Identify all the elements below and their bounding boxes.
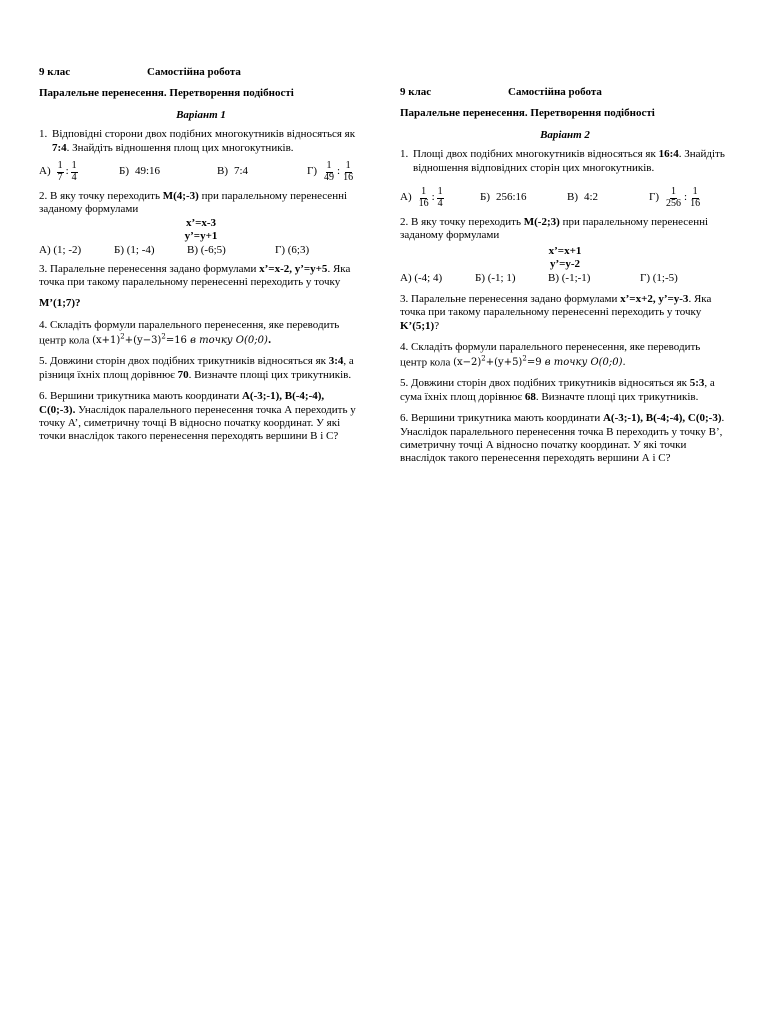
fraction: $\frac{1}{256}$	[666, 186, 682, 209]
task-6: 6. Вершини трикутника мають координати A(-3;-1), B(-4;-4), C(0;-3). Унаслідок паралельного перенесення точка А переходить у точку A’, симетричну точці В відносно початку координат. У які точки внаслідок такого перенесення переходять вершини В і С?	[39, 390, 356, 443]
option-b: Б) 256:16	[480, 191, 527, 204]
work-title: Самостійна робота	[508, 86, 602, 98]
task-2	[39, 190, 363, 257]
task-number: 1.	[39, 128, 48, 141]
circle-equation: $(x-2)^2+(y+5)^2=9$ в точку O(0;0).	[453, 354, 626, 369]
task-text: 4. Складіть формули паралельного перенесення, яке переводить центр кола	[39, 319, 340, 347]
worksheet-header	[400, 86, 730, 99]
option-b: Б) (-1; 1)	[475, 271, 516, 284]
fraction: $\frac{1}{16}$	[690, 186, 701, 209]
task-3: 3. Паралельне перенесення задано формулами x’=x+2, y’=y-3. Яка точка при такому паралельному перенесенні переходить у точку K’(5;1)?	[400, 293, 712, 332]
variant-title: Варіант 2	[540, 128, 590, 141]
option-b: Б) 49:16	[119, 165, 161, 178]
task-2-options	[400, 272, 730, 285]
fraction: $\frac{1}{16}$	[418, 186, 429, 209]
task-text: Відповідні сторони двох подібних многокутників відносяться як 7:4. Знайдіть відношення площ цих многокутників.	[52, 128, 356, 154]
task-text: 3. Паралельне перенесення задано формулами x’=x-2, y’=y+5. Яка точка при такому паралельному перенесенні переходить у точку	[39, 263, 351, 289]
task-2-options	[39, 244, 363, 257]
option-b: Б) (1; -4)	[114, 243, 155, 256]
task-number: 1.	[400, 148, 409, 161]
formula-y: y’=y-2	[549, 258, 581, 271]
circle-equation: $(x+1)^2+(y-3)^2=16$ в точку O(0;0).	[92, 332, 272, 347]
task-1	[400, 148, 730, 175]
grade-label: 9 клас	[400, 86, 432, 98]
option-a: А) (-4; 4)	[400, 271, 443, 284]
option-d: Г) (6;3)	[275, 243, 310, 256]
task-text: 2. В яку точку переходить M(4;-3) при паралельному перенесенні заданому формулами	[39, 190, 348, 216]
fraction: $\frac{1}{7}$	[57, 160, 63, 183]
fraction: $\frac{1}{4}$	[437, 186, 443, 209]
worksheet-header	[39, 66, 363, 79]
grade-label: 9 клас	[39, 66, 71, 78]
task-text: 4. Складіть формули паралельного перенесення, яке переводить центр кола	[400, 341, 701, 369]
task-5: 5. Довжини сторін двох подібних трикутників відносяться як 5:3, а сума їхніх площ дорівнює 68. Визначте площі цих трикутників.	[400, 377, 715, 403]
task-2	[400, 216, 730, 285]
option-c: В) (-1;-1)	[548, 271, 591, 284]
variant-1-column	[39, 66, 363, 450]
fraction: $\frac{1}{4}$	[71, 160, 77, 183]
option-a: А) $\frac{1}{7}$ : $\frac{1}{4}$	[39, 160, 77, 183]
topic-title: Паралельне перенесення. Перетворення подібності	[400, 107, 655, 120]
task-1	[39, 128, 363, 155]
topic-title: Паралельне перенесення. Перетворення подібності	[39, 87, 294, 100]
option-c: В) (-6;5)	[187, 243, 226, 256]
formula-x: x’=x-3	[185, 216, 217, 229]
formula-y: y’=y+1	[184, 230, 218, 243]
option-d: Г) $\frac{1}{256}$ : $\frac{1}{16}$	[649, 186, 701, 209]
task-text: Площі двох подібних многокутників відносяться як 16:4. Знайдіть відношення відповідних сторін цих многокутників.	[413, 148, 725, 174]
option-c: В) 7:4	[217, 165, 249, 178]
task-4	[39, 319, 363, 347]
task-5: 5. Довжини сторін двох подібних трикутників відносяться як 3:4, а різниця їхніх площ дорівнює 70. Визначте площі цих трикутників.	[39, 355, 354, 381]
option-a: А) (1; -2)	[39, 243, 82, 256]
option-a: А) $\frac{1}{16}$ : $\frac{1}{4}$	[400, 186, 443, 209]
fraction: $\frac{1}{49}$	[324, 160, 335, 183]
task-1-options	[39, 161, 363, 183]
work-title: Самостійна робота	[147, 66, 241, 78]
task-3	[39, 263, 363, 310]
task-1-options	[400, 187, 730, 209]
option-c: В) 4:2	[567, 191, 599, 204]
option-d: Г) (1;-5)	[640, 271, 678, 284]
formula-x: x’=x+1	[548, 244, 582, 257]
target-point: K’(5;1)	[400, 319, 435, 332]
task-6: 6. Вершини трикутника мають координати A(-3;-1), B(-4;-4), C(0;-3). Унаслідок паралельного перенесення точка В переходить у точку B’, симетричну точці А відносно початку координат. У які точки внаслідок такого перенесення переходять вершини А і С?	[400, 412, 725, 465]
task-text: 2. В яку точку переходить M(-2;3) при паралельному перенесенні заданому формулами	[400, 216, 709, 242]
variant-title: Варіант 1	[176, 108, 226, 121]
variant-2-column	[400, 86, 730, 472]
task-4	[400, 341, 730, 369]
fraction: $\frac{1}{16}$	[343, 160, 354, 183]
target-point: M’(1;7)?	[39, 296, 81, 309]
option-d: Г) $\frac{1}{49}$ : $\frac{1}{16}$	[307, 160, 354, 183]
